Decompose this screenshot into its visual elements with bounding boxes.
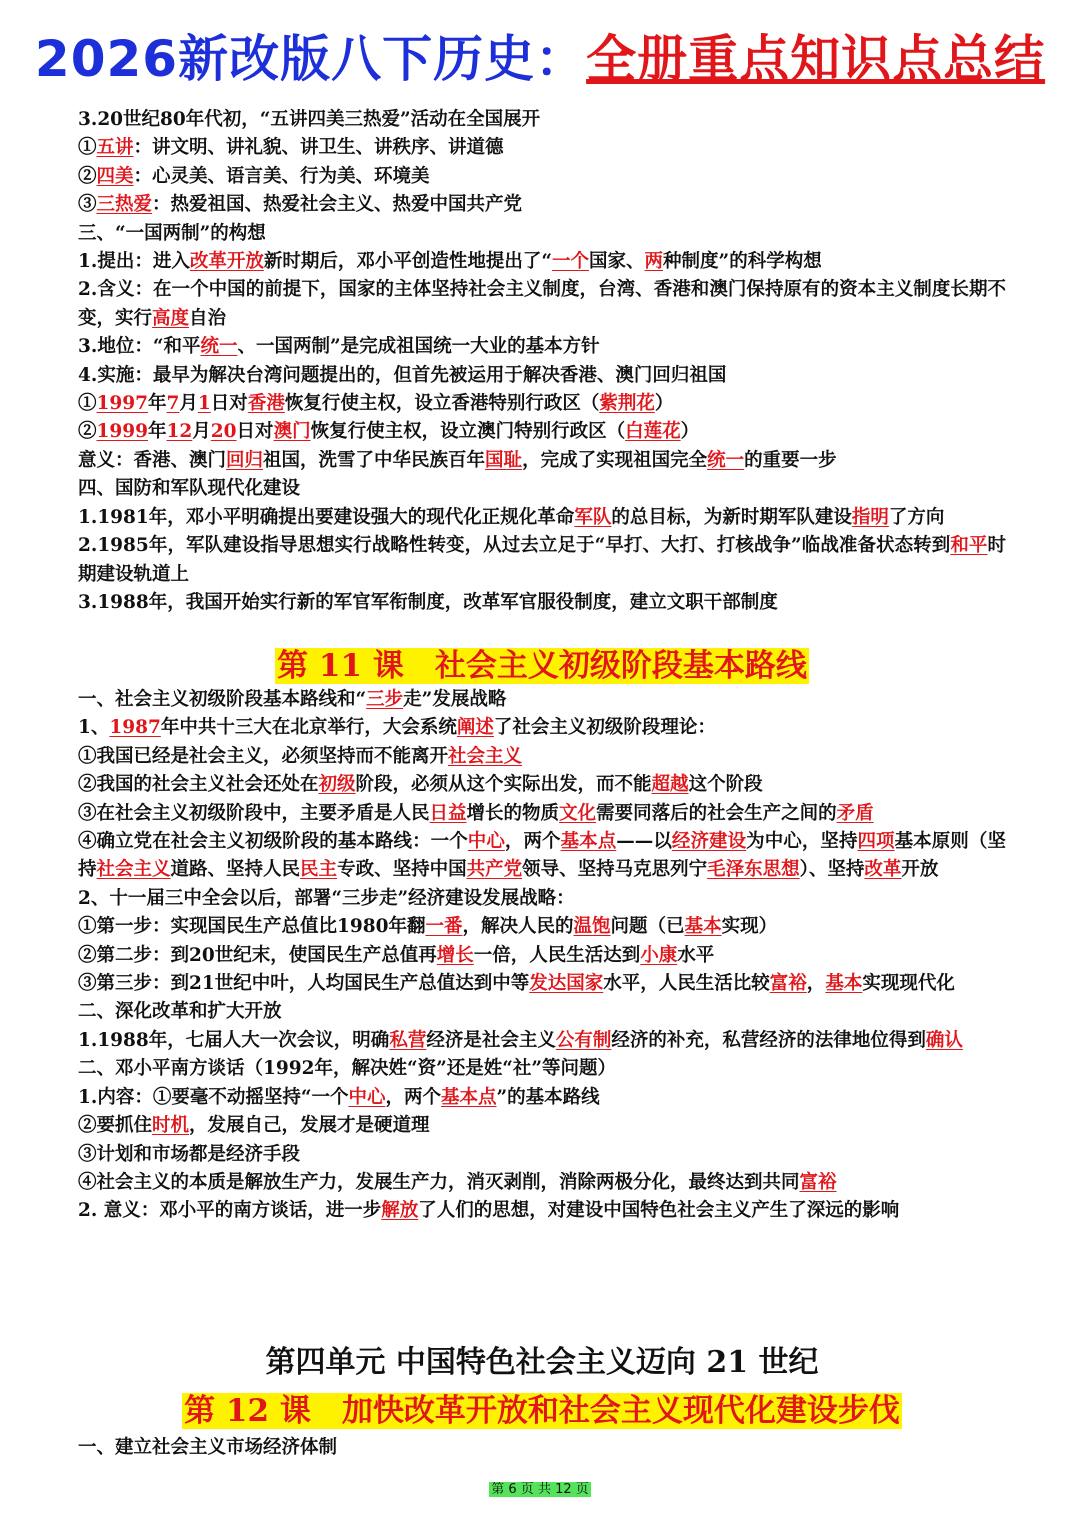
key-term: 富裕 — [799, 1171, 837, 1193]
text-line — [78, 771, 1006, 799]
line-text: 年 — [148, 421, 167, 443]
text-line — [78, 418, 1006, 446]
line-text: 意义：香港、澳门 — [78, 449, 227, 471]
key-term: 四项 — [857, 831, 895, 853]
line-text: 水平，人民生活比较 — [603, 973, 770, 995]
text-line — [78, 800, 1006, 828]
key-term: 公有制 — [555, 1029, 612, 1051]
key-term: 指明 — [851, 506, 889, 528]
key-term: 私营 — [389, 1029, 427, 1051]
key-term: 矛盾 — [836, 802, 874, 824]
key-term: 毛泽东思想 — [707, 859, 800, 881]
line-text: 新时期后，邓小平创造性地提出了“ — [263, 251, 552, 273]
line-text: ，完成了实现祖国完全 — [522, 449, 708, 471]
line-text: 二、深化改革和扩大开放 — [78, 1001, 282, 1023]
line-text: ③ — [78, 194, 97, 216]
line-text: 一、建立社会主义市场经济体制 — [78, 1437, 338, 1458]
line-text: 年中共十三大在北京举行，大会系统 — [160, 717, 457, 739]
text-line — [78, 970, 1006, 998]
line-text: ， — [806, 973, 826, 995]
page-title — [0, 24, 1080, 94]
key-term: 增长 — [436, 944, 474, 966]
line-text: 3.20世纪80年代初，“五讲四美三热爱”活动在全国展开 — [78, 109, 541, 130]
key-term: 温饱 — [573, 916, 611, 938]
key-term: 民主 — [300, 859, 338, 881]
line-text: 需要同落后的社会生产之间的 — [596, 802, 837, 824]
text-line — [78, 1084, 1006, 1112]
line-text: 祖国，洗雪了中华民族百年 — [263, 449, 486, 471]
line-text: 一、社会主义初级阶段基本路线和“ — [78, 689, 367, 710]
line-text: 恢复行使主权，设立香港特别行政区（ — [284, 393, 600, 415]
line-text: 专政、坚持中国 — [337, 859, 467, 881]
key-term: 基本 — [684, 916, 722, 938]
text-line — [78, 248, 1006, 276]
key-term: 初级 — [318, 774, 356, 796]
line-text: 2、十一届三中全会以后，部署“三步走”经济建设发展战略： — [78, 887, 575, 909]
key-term: 1 — [197, 393, 211, 415]
line-text: ） — [654, 393, 674, 415]
text-line — [78, 532, 1006, 589]
key-term: 三热爱 — [96, 194, 153, 216]
line-text: 四、国防和军队现代化建设 — [78, 478, 301, 500]
line-text: 开放 — [901, 859, 939, 881]
line-text: 三、“一国两制”的构想 — [78, 222, 266, 244]
text-line — [78, 1169, 1006, 1197]
key-term: 超越 — [651, 774, 689, 796]
page-footer — [0, 1478, 1080, 1497]
line-text: 3.地位：“和平 — [78, 336, 201, 358]
line-text: 种制度”的科学构想 — [663, 251, 822, 273]
lesson-12-heading-wrap — [78, 1388, 1006, 1434]
title-part-topic: 全册重点知识点总结 — [586, 30, 1046, 88]
line-text: 1.内容：①要毫不动摇坚持“一个 — [78, 1086, 349, 1108]
line-text: 了社会主义初级阶段理论： — [493, 717, 716, 739]
text-line — [78, 504, 1006, 532]
text-line — [78, 998, 1006, 1026]
text-line — [78, 828, 1006, 885]
line-text: 日对 — [210, 393, 248, 415]
key-term: 1999 — [96, 421, 149, 443]
key-term: 高度 — [152, 307, 190, 329]
line-text: ②要抓住 — [78, 1115, 153, 1137]
text-line — [78, 134, 1006, 162]
line-text: 2.1985年，军队建设指导思想实行战略性转变，从过去立足于“早打、大打、打核战争”临战准备状态转到 — [78, 535, 951, 557]
key-term: 统一 — [200, 336, 238, 358]
unit-4-heading: 第四单元 中国特色社会主义迈向 21 世纪 — [265, 1345, 819, 1380]
line-text: ② — [78, 165, 97, 187]
key-term: 12 — [166, 421, 193, 443]
lesson-11-heading: 第 11 课 社会主义初级阶段基本路线 — [277, 648, 807, 684]
line-text: 经济的补充，私营经济的法律地位得到 — [611, 1029, 926, 1051]
line-text: ）、坚持 — [799, 859, 865, 881]
line-text: 的总目标，为新时期军队建设 — [611, 506, 852, 528]
line-text: 1.1988年，七届人大一次会议，明确 — [78, 1029, 390, 1051]
line-text: 一倍，人民生活达到 — [473, 944, 641, 966]
line-text: 1.提出：进入 — [78, 251, 190, 273]
key-term: 基本点 — [560, 831, 617, 853]
line-text: 增长的物质 — [466, 802, 560, 824]
key-term: 统一 — [707, 449, 745, 471]
section-block-3 — [78, 1434, 1006, 1462]
key-term: 紫荆花 — [599, 393, 655, 415]
key-term: 五讲 — [96, 137, 134, 159]
key-term: 回归 — [226, 449, 264, 471]
line-text: 2. 意义：邓小平的南方谈话，进一步 — [78, 1200, 382, 1222]
key-term: 小康 — [640, 944, 678, 966]
line-text: ”的基本路线 — [496, 1086, 600, 1108]
line-text: 走”发展战略 — [403, 689, 507, 710]
line-text: 实现现代化 — [862, 973, 955, 995]
text-line — [78, 1027, 1006, 1055]
key-term: 三步 — [366, 689, 404, 710]
line-text: ①第一步：实现国民生产总值比1980年翻 — [78, 916, 426, 938]
text-line — [78, 1197, 1006, 1225]
text-line — [78, 191, 1006, 219]
key-term: 1987 — [109, 717, 161, 739]
text-line — [78, 390, 1006, 418]
line-text: 的重要一步 — [744, 449, 837, 471]
text-line — [78, 475, 1006, 503]
key-term: 共产党 — [466, 859, 523, 881]
line-text: ：热爱祖国、热爱社会主义、热爱中国共产党 — [152, 194, 523, 216]
key-term: 阐述 — [456, 717, 494, 739]
text-line — [78, 106, 1006, 134]
line-text: ③第三步：到21世纪中叶，人均国民生产总值达到中等 — [78, 973, 530, 995]
key-term: 经济建设 — [671, 831, 747, 853]
lesson-11-heading-wrap — [78, 643, 1006, 689]
line-text: 了方向 — [888, 506, 945, 528]
line-text: 日对 — [236, 421, 274, 443]
text-line — [78, 885, 1006, 913]
line-text: ：讲文明、讲礼貌、讲卫生、讲秩序、讲道德 — [133, 137, 504, 159]
key-term: 两 — [644, 251, 664, 273]
key-term: 改革 — [864, 859, 902, 881]
line-text: ②我国的社会主义社会还处在 — [78, 774, 319, 796]
line-text: 恢复行使主权，设立澳门特别行政区（ — [310, 421, 626, 443]
text-line — [78, 362, 1006, 390]
key-term: 一个 — [552, 251, 590, 273]
key-term: 时机 — [152, 1115, 190, 1137]
key-term: 白莲花 — [625, 421, 681, 443]
line-text: 月 — [179, 393, 198, 415]
line-text: ） — [680, 421, 700, 443]
unit-4-heading-wrap — [78, 1340, 1006, 1386]
line-text: 实现） — [721, 916, 778, 938]
line-text: 1.1981年，邓小平明确提出要建设强大的现代化正规化革命 — [78, 506, 575, 528]
line-text: 3.1988年，我国开始实行新的军官军衔制度，改革军官服役制度，建立文职干部制度 — [78, 591, 778, 613]
line-text: 二、邓小平南方谈话（1992年，解决姓“资”还是姓“社”等问题） — [78, 1058, 617, 1080]
line-text: ，两个 — [385, 1086, 441, 1108]
text-line — [78, 1141, 1006, 1169]
line-text: ② — [78, 421, 97, 443]
key-term: 和平 — [950, 535, 988, 557]
line-text: 了人们的思想，对建设中国特色社会主义产生了深远的影响 — [418, 1200, 900, 1222]
line-text: ④社会主义的本质是解放生产力，发展生产力，消灭剥削，消除两极分化，最终达到共同 — [78, 1171, 800, 1193]
key-term: 改革开放 — [189, 251, 264, 273]
text-line — [78, 1055, 1006, 1083]
key-term: 发达国家 — [529, 973, 604, 995]
line-text: ，解决人民的 — [462, 916, 574, 938]
line-text: ① — [78, 137, 97, 159]
section-block-2 — [78, 686, 1006, 1226]
line-text: ③在社会主义初级阶段中，主要矛盾是人民 — [78, 802, 430, 824]
key-term: 香港 — [247, 393, 285, 415]
lesson-12-heading: 第 12 课 加快改革开放和社会主义现代化建设步伐 — [184, 1393, 900, 1429]
key-term: 确认 — [925, 1029, 963, 1051]
text-line — [78, 686, 1006, 714]
key-term: 富裕 — [769, 973, 807, 995]
text-line — [78, 942, 1006, 970]
key-term: 四美 — [96, 165, 134, 187]
key-term: 基本点 — [441, 1086, 497, 1108]
key-term: 日益 — [429, 802, 467, 824]
line-text: 时期建设轨道上 — [78, 535, 1006, 585]
line-text: ③计划和市场都是经济手段 — [78, 1143, 301, 1165]
line-text: 基本原则（坚持 — [78, 831, 1006, 881]
key-term: 20 — [210, 421, 237, 443]
line-text: 这个阶段 — [688, 774, 763, 796]
key-term: 社会主义 — [448, 745, 523, 767]
line-text: 1、 — [78, 717, 110, 739]
line-text: ②第二步：到20世纪末，使国民生产总值再 — [78, 944, 437, 966]
line-text: 问题（已 — [610, 916, 685, 938]
text-line — [78, 1434, 1006, 1462]
section-block-1 — [78, 106, 1006, 617]
key-term: 1997 — [96, 393, 149, 415]
text-line — [78, 714, 1006, 742]
page-indicator: 第 6 页 共 12 页 — [491, 1482, 589, 1497]
line-text: 、一国两制”是完成祖国统一大业的基本方针 — [237, 336, 600, 358]
line-text: ①我国已经是社会主义，必须坚持而不能离开 — [78, 745, 449, 767]
line-text: ——以 — [616, 831, 672, 853]
text-line — [78, 163, 1006, 191]
key-term: 国耻 — [485, 449, 523, 471]
line-text: 道路、坚持人民 — [170, 859, 301, 881]
key-term: 解放 — [381, 1200, 419, 1222]
line-text: 阶段，必须从这个实际出发，而不能 — [355, 774, 652, 796]
text-line — [78, 743, 1006, 771]
key-term: 文化 — [559, 802, 597, 824]
line-text: 年 — [148, 393, 167, 415]
line-text: ：心灵美、语言美、行为美、环境美 — [133, 165, 430, 187]
line-text: 4.实施：最早为解决台湾问题提出的，但首先被运用于解决香港、澳门回归祖国 — [78, 364, 727, 386]
key-term: 一番 — [425, 916, 463, 938]
text-line — [78, 589, 1006, 617]
line-text: 2.含义：在一个中国的前提下，国家的主体坚持社会主义制度，台湾、香港和澳门保持原有的资本主义制度长期不变，实行 — [78, 279, 1006, 329]
key-term: 中心 — [467, 831, 505, 853]
text-line — [78, 276, 1006, 333]
key-term: 基本 — [825, 973, 863, 995]
key-term: 中心 — [348, 1086, 386, 1108]
line-text: ① — [78, 393, 97, 415]
line-text: 月 — [192, 421, 211, 443]
line-text: ④确立党在社会主义初级阶段的基本路线：一个 — [78, 831, 468, 853]
key-term: 澳门 — [273, 421, 311, 443]
line-text: 自治 — [189, 307, 227, 329]
title-part-grade: 2026新改版八下历史： — [34, 30, 587, 88]
line-text: 领导、坚持马克思列宁 — [522, 859, 708, 881]
line-text: ，两个 — [504, 831, 561, 853]
text-line — [78, 333, 1006, 361]
line-text: 水平 — [677, 944, 715, 966]
line-text: ，发展自己，发展才是硬道理 — [189, 1115, 430, 1137]
key-term: 社会主义 — [96, 859, 171, 881]
key-term: 7 — [166, 393, 180, 415]
text-line — [78, 913, 1006, 941]
key-term: 军队 — [574, 506, 612, 528]
line-text: 国家、 — [589, 251, 645, 273]
text-line — [78, 220, 1006, 248]
line-text: 经济是社会主义 — [426, 1029, 556, 1051]
text-line — [78, 447, 1006, 475]
text-line — [78, 1112, 1006, 1140]
line-text: 为中心，坚持 — [746, 831, 858, 853]
